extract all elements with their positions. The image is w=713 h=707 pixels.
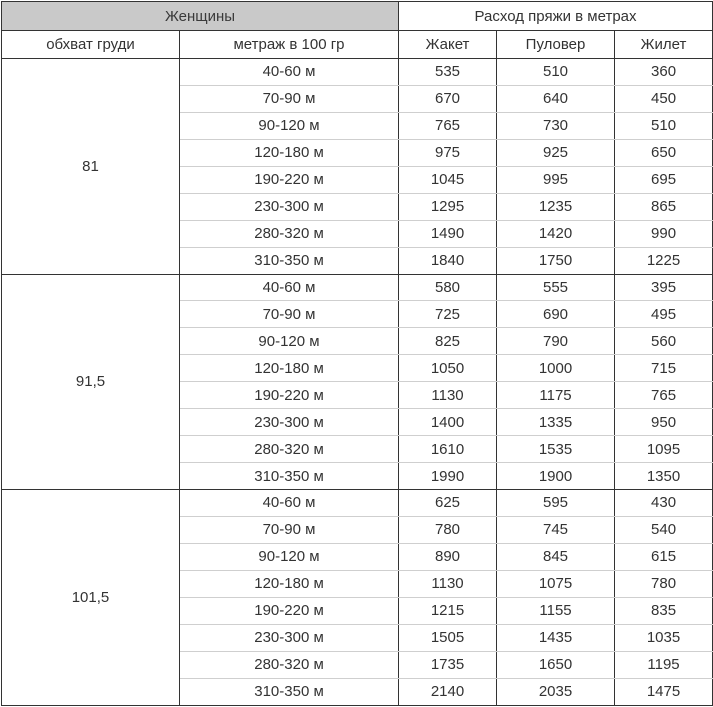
pullover-value-cell: 730 — [497, 112, 615, 139]
pullover-value-cell: 995 — [497, 166, 615, 193]
meterage-cell: 120-180 м — [180, 570, 399, 597]
table-body — [2, 2, 713, 706]
jacket-value-cell: 2140 — [399, 678, 497, 705]
jacket-value-cell: 1400 — [399, 409, 497, 436]
meterage-cell: 190-220 м — [180, 166, 399, 193]
jacket-value-cell: 1130 — [399, 570, 497, 597]
meterage-cell: 310-350 м — [180, 247, 399, 274]
vest-value-cell: 1035 — [615, 624, 713, 651]
meterage-column-header: метраж в 100 гр — [180, 31, 399, 59]
vest-value-cell: 430 — [615, 490, 713, 517]
jacket-value-cell: 625 — [399, 490, 497, 517]
vest-value-cell: 990 — [615, 220, 713, 247]
meterage-cell: 230-300 м — [180, 193, 399, 220]
vest-value-cell: 395 — [615, 274, 713, 301]
pullover-value-cell: 745 — [497, 516, 615, 543]
pullover-value-cell: 925 — [497, 139, 615, 166]
meterage-cell: 90-120 м — [180, 543, 399, 570]
jacket-value-cell: 1045 — [399, 166, 497, 193]
meterage-cell: 40-60 м — [180, 490, 399, 517]
vest-column-header: Жилет — [615, 31, 713, 59]
meterage-cell: 310-350 м — [180, 678, 399, 705]
jacket-column-header: Жакет — [399, 31, 497, 59]
pullover-value-cell: 640 — [497, 85, 615, 112]
pullover-value-cell: 1535 — [497, 436, 615, 463]
pullover-value-cell: 1335 — [497, 409, 615, 436]
jacket-value-cell: 725 — [399, 301, 497, 328]
vest-value-cell: 765 — [615, 382, 713, 409]
vest-value-cell: 495 — [615, 301, 713, 328]
vest-value-cell: 695 — [615, 166, 713, 193]
jacket-value-cell: 1215 — [399, 597, 497, 624]
pullover-value-cell: 1175 — [497, 382, 615, 409]
pullover-value-cell: 690 — [497, 301, 615, 328]
vest-value-cell: 715 — [615, 355, 713, 382]
meterage-cell: 70-90 м — [180, 85, 399, 112]
pullover-value-cell: 1155 — [497, 597, 615, 624]
vest-value-cell: 615 — [615, 543, 713, 570]
meterage-cell: 40-60 м — [180, 274, 399, 301]
chest-girth-cell: 91,5 — [2, 274, 180, 490]
chest-girth-cell: 101,5 — [2, 490, 180, 706]
meterage-cell: 230-300 м — [180, 409, 399, 436]
pullover-value-cell: 595 — [497, 490, 615, 517]
jacket-value-cell: 890 — [399, 543, 497, 570]
pullover-value-cell: 1900 — [497, 463, 615, 490]
meterage-cell: 90-120 м — [180, 112, 399, 139]
jacket-value-cell: 780 — [399, 516, 497, 543]
jacket-value-cell: 975 — [399, 139, 497, 166]
jacket-value-cell: 670 — [399, 85, 497, 112]
consumption-header: Расход пряжи в метрах — [399, 2, 713, 31]
table-row — [2, 274, 713, 301]
pullover-value-cell: 845 — [497, 543, 615, 570]
vest-value-cell: 835 — [615, 597, 713, 624]
jacket-value-cell: 1990 — [399, 463, 497, 490]
meterage-cell: 90-120 м — [180, 328, 399, 355]
jacket-value-cell: 765 — [399, 112, 497, 139]
meterage-cell: 190-220 м — [180, 597, 399, 624]
meterage-cell: 190-220 м — [180, 382, 399, 409]
vest-value-cell: 1225 — [615, 247, 713, 274]
jacket-value-cell: 1505 — [399, 624, 497, 651]
vest-value-cell: 540 — [615, 516, 713, 543]
vest-value-cell: 510 — [615, 112, 713, 139]
jacket-value-cell: 580 — [399, 274, 497, 301]
pullover-value-cell: 555 — [497, 274, 615, 301]
vest-value-cell: 1095 — [615, 436, 713, 463]
meterage-cell: 70-90 м — [180, 516, 399, 543]
yarn-consumption-table — [1, 1, 713, 706]
vest-value-cell: 780 — [615, 570, 713, 597]
pullover-value-cell: 1235 — [497, 193, 615, 220]
meterage-cell: 230-300 м — [180, 624, 399, 651]
jacket-value-cell: 1840 — [399, 247, 497, 274]
meterage-cell: 40-60 м — [180, 59, 399, 86]
header-row-columns — [2, 31, 713, 59]
vest-value-cell: 950 — [615, 409, 713, 436]
pullover-value-cell: 1000 — [497, 355, 615, 382]
pullover-value-cell: 1750 — [497, 247, 615, 274]
jacket-value-cell: 1050 — [399, 355, 497, 382]
vest-value-cell: 650 — [615, 139, 713, 166]
vest-value-cell: 865 — [615, 193, 713, 220]
table-row — [2, 59, 713, 86]
pullover-value-cell: 1650 — [497, 651, 615, 678]
pullover-value-cell: 2035 — [497, 678, 615, 705]
header-row-top — [2, 2, 713, 31]
jacket-value-cell: 535 — [399, 59, 497, 86]
pullover-value-cell: 1435 — [497, 624, 615, 651]
vest-value-cell: 1350 — [615, 463, 713, 490]
meterage-cell: 280-320 м — [180, 436, 399, 463]
pullover-column-header: Пуловер — [497, 31, 615, 59]
jacket-value-cell: 1610 — [399, 436, 497, 463]
vest-value-cell: 450 — [615, 85, 713, 112]
meterage-cell: 120-180 м — [180, 355, 399, 382]
pullover-value-cell: 1420 — [497, 220, 615, 247]
jacket-value-cell: 1490 — [399, 220, 497, 247]
chest-girth-cell: 81 — [2, 59, 180, 275]
vest-value-cell: 360 — [615, 59, 713, 86]
meterage-cell: 70-90 м — [180, 301, 399, 328]
meterage-cell: 310-350 м — [180, 463, 399, 490]
vest-value-cell: 1195 — [615, 651, 713, 678]
meterage-cell: 280-320 м — [180, 220, 399, 247]
jacket-value-cell: 1735 — [399, 651, 497, 678]
jacket-value-cell: 1130 — [399, 382, 497, 409]
meterage-cell: 120-180 м — [180, 139, 399, 166]
pullover-value-cell: 1075 — [497, 570, 615, 597]
women-header: Женщины — [2, 2, 399, 31]
jacket-value-cell: 1295 — [399, 193, 497, 220]
vest-value-cell: 560 — [615, 328, 713, 355]
meterage-cell: 280-320 м — [180, 651, 399, 678]
vest-value-cell: 1475 — [615, 678, 713, 705]
jacket-value-cell: 825 — [399, 328, 497, 355]
chest-column-header: обхват груди — [2, 31, 180, 59]
pullover-value-cell: 790 — [497, 328, 615, 355]
pullover-value-cell: 510 — [497, 59, 615, 86]
table-row — [2, 490, 713, 517]
